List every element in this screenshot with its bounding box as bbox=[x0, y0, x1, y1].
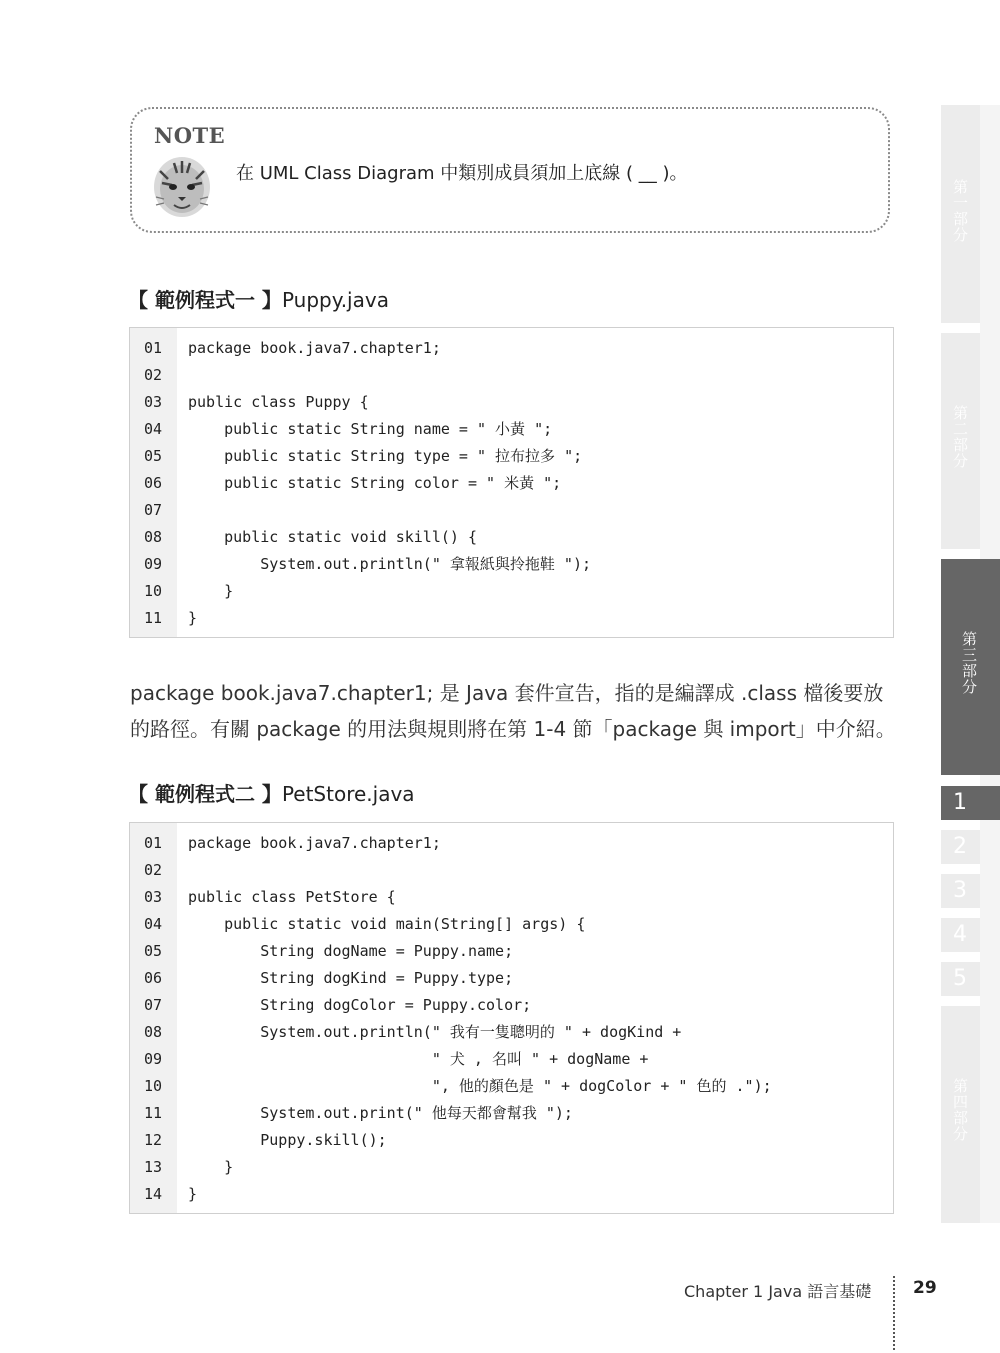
line-number: 06 bbox=[144, 474, 163, 492]
code-block-petstore bbox=[129, 822, 894, 1214]
code-text: } bbox=[188, 582, 234, 600]
side-tab-chapter-5[interactable]: 5 bbox=[941, 962, 980, 996]
code-text: } bbox=[188, 609, 198, 627]
code-text: package book.java7.chapter1; bbox=[188, 834, 441, 852]
code-text: System.out.print(" 他每天都會幫我 "); bbox=[188, 1104, 573, 1122]
note-label: NOTE bbox=[154, 123, 226, 148]
body-paragraph bbox=[130, 675, 895, 747]
code-text: public static String name = " 小黃 "; bbox=[188, 420, 553, 438]
code-text: public static void main(String[] args) { bbox=[188, 915, 586, 933]
page-number: 29 bbox=[913, 1278, 937, 1298]
example1-title-label: 【 範例程式一 】 bbox=[128, 288, 282, 312]
example2-title-file: PetStore.java bbox=[281, 782, 415, 806]
code-text: public static String type = " 拉布拉多 "; bbox=[188, 447, 583, 465]
line-number: 08 bbox=[144, 528, 163, 546]
code-text: } bbox=[188, 1185, 198, 1203]
note-text: 在 UML Class Diagram 中類別成員須加上底線 ( __ )。 bbox=[236, 163, 688, 184]
side-tab-chapter-4[interactable]: 4 bbox=[941, 918, 980, 952]
line-number: 13 bbox=[144, 1158, 163, 1176]
code-text: } bbox=[188, 1158, 234, 1176]
side-tab-part-3[interactable] bbox=[941, 559, 1000, 775]
side-tab-part-2[interactable] bbox=[941, 333, 980, 549]
line-number: 05 bbox=[144, 447, 163, 465]
side-tab-chapter-3[interactable]: 3 bbox=[941, 874, 980, 908]
code-text: ", 他的顏色是 " + dogColor + " 色的 ."); bbox=[188, 1077, 772, 1095]
line-number: 08 bbox=[144, 1023, 163, 1041]
code-text: public class PetStore { bbox=[188, 888, 396, 906]
side-tab-part-1-label: 第一部分 bbox=[951, 179, 969, 243]
code-text: " 犬 , 名叫 " + dogName + bbox=[188, 1050, 649, 1068]
footer-chapter-title: Chapter 1 Java 語言基礎 bbox=[684, 1282, 872, 1301]
line-number: 04 bbox=[144, 420, 163, 438]
line-number: 09 bbox=[144, 555, 163, 573]
side-tab-part-4-label: 第四部分 bbox=[951, 1078, 969, 1142]
code-text: String dogKind = Puppy.type; bbox=[188, 969, 514, 987]
paragraph-line-2: 的路徑。有關 package 的用法與規則將在第 1-4 節「package 與 import」中介紹。 bbox=[130, 717, 896, 741]
code-block-puppy bbox=[129, 327, 894, 638]
example1-title bbox=[128, 284, 389, 313]
side-tab-part-3-label: 第三部分 bbox=[960, 631, 978, 695]
tiger-icon bbox=[150, 149, 214, 219]
line-number: 01 bbox=[144, 339, 163, 357]
side-tab-chapter-2[interactable]: 2 bbox=[941, 830, 980, 864]
paragraph-line-1: package book.java7.chapter1; 是 Java 套件宣告，指的是編譯成 .class 檔後要放 bbox=[130, 681, 884, 705]
line-number: 11 bbox=[144, 609, 163, 627]
side-tab-part-4[interactable] bbox=[941, 1006, 980, 1223]
line-number: 05 bbox=[144, 942, 163, 960]
example2-title bbox=[128, 778, 415, 807]
line-number: 02 bbox=[144, 861, 163, 879]
line-number: 12 bbox=[144, 1131, 163, 1149]
side-tab-part-1[interactable] bbox=[941, 105, 980, 323]
line-number: 06 bbox=[144, 969, 163, 987]
code-text: public static String color = " 米黃 "; bbox=[188, 474, 562, 492]
code-text: System.out.println(" 拿報紙與拎拖鞋 "); bbox=[188, 555, 592, 573]
code-text: String dogName = Puppy.name; bbox=[188, 942, 514, 960]
note-box bbox=[130, 107, 890, 233]
code-text: public class Puppy { bbox=[188, 393, 369, 411]
line-number: 01 bbox=[144, 834, 163, 852]
example1-title-file: Puppy.java bbox=[281, 288, 389, 312]
code-text: String dogColor = Puppy.color; bbox=[188, 996, 532, 1014]
example2-title-label: 【 範例程式二 】 bbox=[128, 782, 282, 806]
code-text: package book.java7.chapter1; bbox=[188, 339, 441, 357]
line-number: 10 bbox=[144, 1077, 163, 1095]
line-number: 09 bbox=[144, 1050, 163, 1068]
footer-divider bbox=[893, 1276, 895, 1350]
line-number: 14 bbox=[144, 1185, 163, 1203]
line-number: 10 bbox=[144, 582, 163, 600]
line-number: 02 bbox=[144, 366, 163, 384]
line-number: 03 bbox=[144, 393, 163, 411]
line-number: 03 bbox=[144, 888, 163, 906]
code-text: Puppy.skill(); bbox=[188, 1131, 387, 1149]
line-number: 07 bbox=[144, 996, 163, 1014]
code-text: public static void skill() { bbox=[188, 528, 477, 546]
side-tab-chapter-1[interactable]: 1 bbox=[941, 786, 1000, 820]
code-text: System.out.println(" 我有一隻聰明的 " + dogKind + bbox=[188, 1023, 682, 1041]
line-number: 04 bbox=[144, 915, 163, 933]
side-tab-part-2-label: 第二部分 bbox=[951, 405, 969, 469]
line-number: 07 bbox=[144, 501, 163, 519]
line-number: 11 bbox=[144, 1104, 163, 1122]
